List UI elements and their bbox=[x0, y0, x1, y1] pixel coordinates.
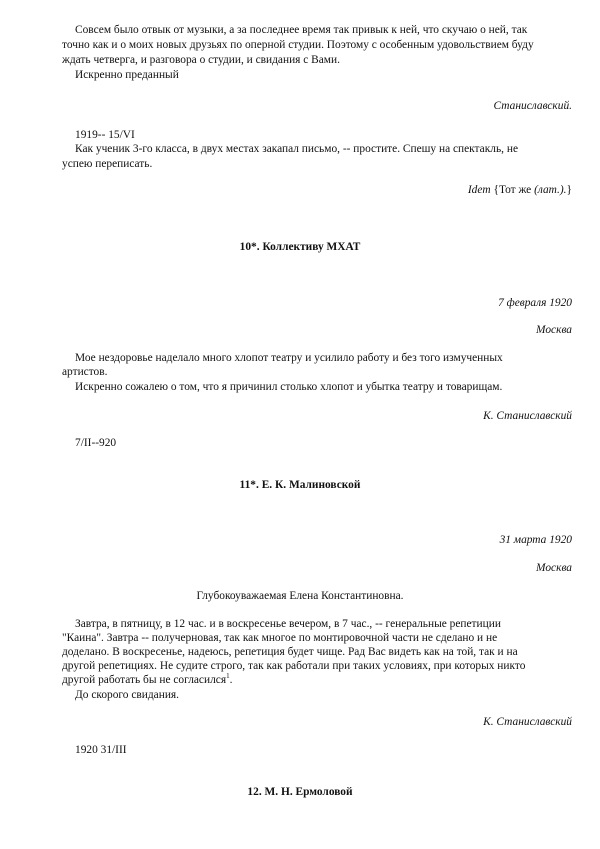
sentence-end: . bbox=[229, 674, 233, 686]
idem-note-lat: (лат.). bbox=[534, 184, 567, 196]
footer-date: 1920 31/III bbox=[75, 744, 127, 756]
text-line: успею переписать. bbox=[62, 158, 153, 170]
text-line: артистов. bbox=[62, 366, 108, 378]
text-line bbox=[62, 673, 232, 688]
footer-date: 7/II--920 bbox=[75, 437, 117, 449]
salutation: Глубокоуважаемая Елена Константиновна. bbox=[196, 590, 404, 602]
idem-note-close: } bbox=[566, 184, 572, 196]
letter-date: 7 февраля 1920 bbox=[498, 297, 572, 309]
idem-word: Idem bbox=[467, 184, 491, 196]
text-line: другой репетициях. Не судите строго, так как работали при таких условиях, при которых никто bbox=[62, 660, 526, 672]
text-line: доделано. В воскресенье, надеюсь, репетиция будет чище. Рад Вас видеть как на той, так и на bbox=[62, 646, 518, 658]
signature: К. Станиславский bbox=[483, 410, 572, 422]
text-line: точно как и о моих новых друзьях по оперной студии. Поэтому с особенным удовольствием буду bbox=[62, 39, 534, 51]
text-line: Завтра, в пятницу, в 12 час. и в воскресенье вечером, в 7 час., -- генеральные репетиции bbox=[75, 618, 501, 630]
closing-line: Искренно преданный bbox=[75, 69, 179, 81]
signature: К. Станиславский bbox=[483, 716, 572, 728]
text-line: ждать четверга, и разговора о студии, и свидания с Вами. bbox=[62, 54, 340, 66]
letter-date: 1919-- 15/VI bbox=[75, 129, 135, 141]
text-fragment: другой работать бы не согласился bbox=[62, 674, 227, 686]
letter-place: Москва bbox=[536, 324, 572, 336]
letter-place: Москва bbox=[536, 562, 572, 574]
letter-date: 31 марта 1920 bbox=[499, 534, 572, 546]
text-line: Совсем было отвык от музыки, а за последнее время так привык к ней, что скучаю о ней, так bbox=[75, 24, 528, 36]
text-line: Как ученик 3-го класса, в двух местах закапал письмо, -- простите. Спешу на спектакль, не bbox=[75, 143, 518, 155]
closing-line: До скорого свидания. bbox=[75, 689, 179, 701]
letter-heading: 10*. Коллективу МХАТ bbox=[239, 241, 361, 253]
text-line: Искренно сожалею о том, что я причинил столько хлопот и убытка театру и товарищам. bbox=[75, 381, 503, 393]
text-line: Мое нездоровье наделало много хлопот театру и усилило работу и без того измученных bbox=[75, 352, 503, 364]
text-line: "Каина". Завтра -- получерновая, так как многое по монтировочной части не сделано и не bbox=[62, 632, 498, 644]
footnote-marker: 1 bbox=[226, 672, 230, 681]
letter-heading: 12. М. Н. Ермоловой bbox=[247, 786, 353, 798]
idem-note: {Тот же bbox=[490, 184, 535, 196]
signature: Станиславский. bbox=[493, 100, 572, 112]
idem-signature bbox=[468, 183, 572, 198]
letter-heading: 11*. Е. К. Малиновской bbox=[239, 479, 361, 491]
